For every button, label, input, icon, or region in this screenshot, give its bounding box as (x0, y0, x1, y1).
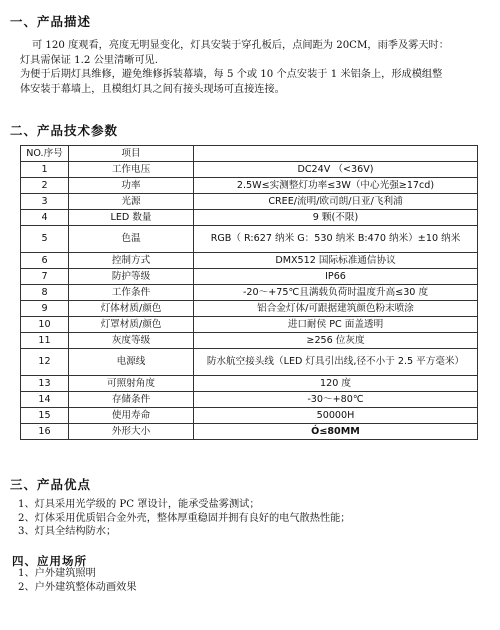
row-value: IP66 (194, 269, 478, 285)
table-row (21, 376, 478, 392)
row-item: 使用寿命 (69, 408, 194, 424)
row-no: 1 (21, 162, 69, 178)
row-no: 3 (21, 194, 69, 210)
row-item: 电源线 (69, 349, 194, 376)
table-row (21, 424, 478, 440)
row-item: 灯罩材质/颜色 (69, 317, 194, 333)
table-row (21, 269, 478, 285)
row-value: -20～+75℃且满载负荷时温度升高≤30 度 (194, 285, 478, 301)
row-no: 8 (21, 285, 69, 301)
section-applications-title: 四、应用场所 (12, 554, 87, 568)
header-no: NO.序号 (21, 146, 69, 162)
spec-table (20, 145, 478, 440)
row-value: RGB（ R:627 纳米 G：530 纳米 B:470 纳米）±10 纳米 (194, 226, 478, 253)
table-row (21, 194, 478, 210)
row-value: 120 度 (194, 376, 478, 392)
description-line: 灯具需保证 1.2 公里清晰可见. (20, 54, 158, 66)
applications-list (18, 567, 137, 594)
description-line: 为便于后期灯具维修，避免维修拆装幕墙，每 5 个或 10 个点安装于 1 米铝条上，形成模组整 (20, 69, 443, 80)
row-item: 工作条件 (69, 285, 194, 301)
row-item: 灯体材质/颜色 (69, 301, 194, 317)
table-row (21, 253, 478, 269)
row-item: 灰度等级 (69, 333, 194, 349)
description-paragraph (20, 39, 449, 97)
table-row (21, 317, 478, 333)
table-row (21, 285, 478, 301)
section-advantages-title: 三、产品优点 (10, 477, 92, 492)
table-row (21, 392, 478, 408)
header-value (194, 146, 478, 162)
row-value: 50000H (194, 408, 478, 424)
row-no: 15 (21, 408, 69, 424)
row-value: DC24V （<36V) (194, 162, 478, 178)
description-line: 可 120 度观看，亮度无明显变化，灯具安装于穿孔板后，点间距为 20CM，雨季及雾天时： (32, 40, 449, 51)
row-no: 11 (21, 333, 69, 349)
row-no: 7 (21, 269, 69, 285)
row-item: 控制方式 (69, 253, 194, 269)
row-no: 2 (21, 178, 69, 194)
row-value: DMX512 国际标准通信协议 (194, 253, 478, 269)
list-item: 1、户外建筑照明 (18, 568, 96, 579)
table-row (21, 210, 478, 226)
row-item: 防护等级 (69, 269, 194, 285)
row-value: ≥256 位灰度 (194, 333, 478, 349)
row-no: 16 (21, 424, 69, 440)
section-description-title: 一、产品描述 (10, 14, 92, 29)
row-item: 色温 (69, 226, 194, 253)
row-item: LED 数量 (69, 210, 194, 226)
row-value: 防水航空接头线（LED 灯具引出线,径不小于 2.5 平方毫米） (194, 349, 478, 376)
table-row (21, 226, 478, 253)
row-no: 10 (21, 317, 69, 333)
advantages-list (18, 498, 350, 539)
list-item: 1、灯具采用光学级的 PC 罩设计，能承受盐雾测试； (18, 499, 260, 510)
table-row (21, 162, 478, 178)
row-value: 铝合金灯体/可跟据建筑颜色粉末喷涂 (194, 301, 478, 317)
row-item: 光源 (69, 194, 194, 210)
section-specs-title: 二、产品技术参数 (10, 123, 119, 138)
row-no: 4 (21, 210, 69, 226)
row-value: -30～+80℃ (194, 392, 478, 408)
row-no: 9 (21, 301, 69, 317)
row-no: 13 (21, 376, 69, 392)
row-no: 6 (21, 253, 69, 269)
row-no: 14 (21, 392, 69, 408)
list-item: 2、户外建筑整体动画效果 (18, 581, 137, 593)
row-value: CREE/流明/欧司朗/日亚/飞利浦 (194, 194, 478, 210)
row-value: Ó≤80MM (194, 424, 478, 440)
row-item: 工作电压 (69, 162, 194, 178)
table-row (21, 333, 478, 349)
header-item: 项目 (69, 146, 194, 162)
row-item: 功率 (69, 178, 194, 194)
list-item: 3、灯具全结构防水； (18, 526, 117, 537)
row-value: 进口耐侯 PC 面盖透明 (194, 317, 478, 333)
table-row (21, 349, 478, 376)
row-value: 2.5W≤实测整灯功率≤3W（中心光强≥17cd) (194, 178, 478, 194)
table-row (21, 178, 478, 194)
table-row (21, 301, 478, 317)
description-line: 体安装于幕墙上，且模组灯具之间有接头现场可直接连接。 (20, 83, 285, 95)
row-item: 存储条件 (69, 392, 194, 408)
list-item: 2、灯体采用优质铝合金外壳，整体厚重稳固并拥有良好的电气散热性能； (18, 512, 351, 524)
row-no: 12 (21, 349, 69, 376)
table-row (21, 408, 478, 424)
row-value: 9 颗(不限) (194, 210, 478, 226)
spec-table-header (21, 146, 478, 162)
row-no: 5 (21, 226, 69, 253)
row-item: 外形大小 (69, 424, 194, 440)
row-item: 可照射角度 (69, 376, 194, 392)
